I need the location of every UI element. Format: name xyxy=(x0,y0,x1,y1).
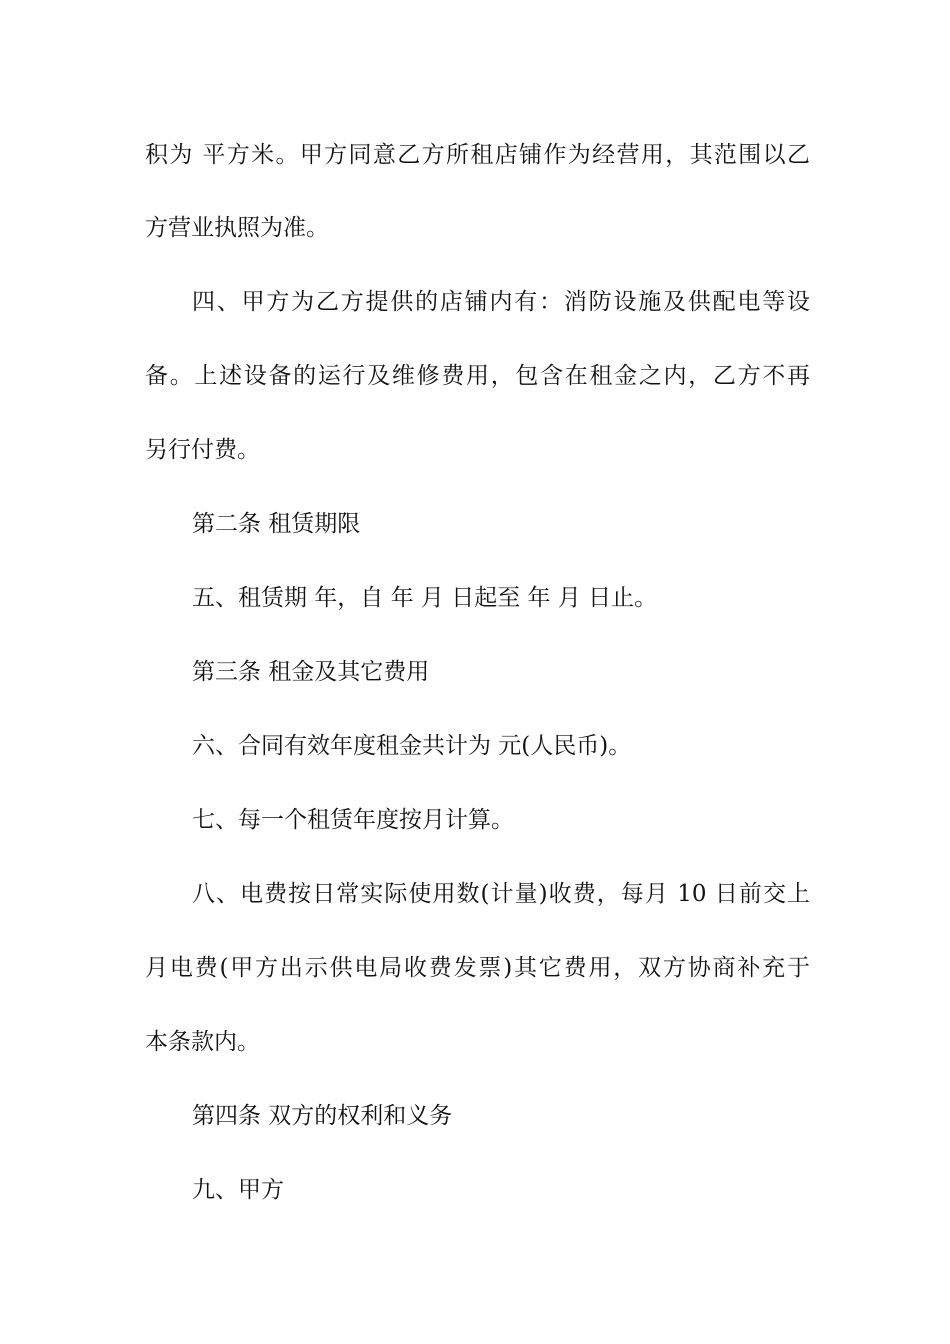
text-line: 另行付费。 xyxy=(145,437,260,463)
text-line: 七、每一个租赁年度按月计算。 xyxy=(192,807,514,833)
section-heading: 第三条 租金及其它费用 xyxy=(192,659,430,685)
text-line: 备。上述设备的运行及维修费用，包含在租金之内，乙方不再 xyxy=(145,363,810,389)
section-heading: 第四条 双方的权利和义务 xyxy=(192,1103,453,1129)
text-line: 四、甲方为乙方提供的店铺内有：消防设施及供配电等设 xyxy=(192,289,810,315)
text-line: 九、甲方 xyxy=(192,1177,284,1203)
section-heading: 第二条 租赁期限 xyxy=(192,511,361,537)
text-line: 月电费(甲方出示供电局收费发票)其它费用，双方协商补充于 xyxy=(145,955,810,981)
text-line: 五、租赁期 年，自 年 月 日起至 年 月 日止。 xyxy=(192,585,658,611)
text-line: 八、电费按日常实际使用数(计量)收费，每月 10 日前交上 xyxy=(192,881,810,907)
text-line: 本条款内。 xyxy=(145,1029,260,1055)
text-line: 六、合同有效年度租金共计为 元(人民币)。 xyxy=(192,733,632,759)
text-line: 方营业执照为准。 xyxy=(145,215,329,241)
text-line: 积为 平方米。甲方同意乙方所租店铺作为经营用，其范围以乙 xyxy=(145,142,810,168)
